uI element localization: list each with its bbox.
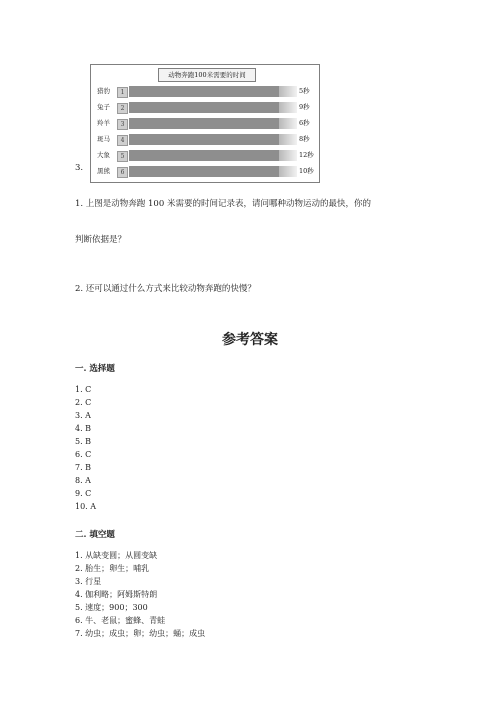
time-bar xyxy=(129,134,279,145)
race-row xyxy=(91,132,321,146)
time-value: 5秒 xyxy=(299,87,310,95)
question-number: 3. xyxy=(75,163,84,173)
animal-name: 猎豹 xyxy=(97,87,110,95)
question-1-line-2: 判断依据是？ xyxy=(75,235,127,245)
fill-answer-list xyxy=(75,551,205,639)
race-row xyxy=(91,164,321,178)
race-row xyxy=(91,84,321,98)
question-1-line-1: 1. 上图是动物奔跑 100 米需要的时间记录表，请问哪种动物运动的最快，你的 xyxy=(75,199,371,209)
time-bar xyxy=(129,86,279,97)
race-row xyxy=(91,100,321,114)
animal-silhouette xyxy=(279,118,297,129)
fill-answer: 3. 行星 xyxy=(75,577,102,586)
fill-answer: 5. 速度；900；300 xyxy=(75,603,148,612)
section-title-fill: 二. 填空题 xyxy=(75,530,115,540)
fill-answer: 4. 伽利略；阿姆斯特朗 xyxy=(75,590,158,599)
time-value: 8秒 xyxy=(299,135,310,143)
animal-silhouette xyxy=(279,86,297,97)
time-value: 12秒 xyxy=(299,151,314,159)
choice-answer: 4. B xyxy=(75,424,92,433)
choice-answer-list xyxy=(75,385,96,512)
animal-name: 斑马 xyxy=(97,135,110,143)
choice-answer: 2. C xyxy=(75,398,92,407)
fill-answer: 2. 胎生；卵生；哺乳 xyxy=(75,564,150,573)
choice-answer: 8. A xyxy=(75,476,91,485)
animal-name: 黑熊 xyxy=(97,167,110,175)
answer-title: 参考答案 xyxy=(222,332,278,348)
time-value: 6秒 xyxy=(299,119,310,127)
animal-name: 羚羊 xyxy=(97,119,110,127)
fill-answer: 6. 牛、老鼠；蜜蜂、青蛙 xyxy=(75,616,166,625)
choice-answer: 7. B xyxy=(75,463,92,472)
time-bar xyxy=(129,166,279,177)
choice-answer: 9. C xyxy=(75,489,92,498)
fill-answer: 7. 幼虫；成虫；卵；幼虫；蛹；成虫 xyxy=(75,629,206,638)
fill-answer: 1. 从缺变圆；从圆变缺 xyxy=(75,551,158,560)
time-bar xyxy=(129,118,279,129)
race-row xyxy=(91,148,321,162)
animal-silhouette xyxy=(279,102,297,113)
row-number: 6 xyxy=(117,167,128,178)
time-bar xyxy=(129,102,279,113)
race-row xyxy=(91,116,321,130)
time-value: 9秒 xyxy=(299,103,310,111)
row-number: 2 xyxy=(117,103,128,114)
animal-silhouette xyxy=(279,134,297,145)
choice-answer: 1. C xyxy=(75,385,92,394)
row-number: 3 xyxy=(117,119,128,130)
animal-silhouette xyxy=(279,150,297,161)
choice-answer: 5. B xyxy=(75,437,92,446)
choice-answer: 6. C xyxy=(75,450,92,459)
choice-answer: 10. A xyxy=(75,502,97,511)
race-table-title: 动物奔跑100米需要的时间 xyxy=(158,68,256,82)
time-value: 10秒 xyxy=(299,167,314,175)
row-number: 4 xyxy=(117,135,128,146)
animal-name: 兔子 xyxy=(97,103,110,111)
row-number: 1 xyxy=(117,87,128,98)
animal-name: 大象 xyxy=(97,151,110,159)
choice-answer: 3. A xyxy=(75,411,91,420)
question-2: 2. 还可以通过什么方式来比较动物奔跑的快慢？ xyxy=(75,284,256,294)
row-number: 5 xyxy=(117,151,128,162)
section-title-choice: 一. 选择题 xyxy=(75,364,115,374)
animal-silhouette xyxy=(279,166,297,177)
time-bar xyxy=(129,150,279,161)
race-time-table xyxy=(90,64,320,183)
